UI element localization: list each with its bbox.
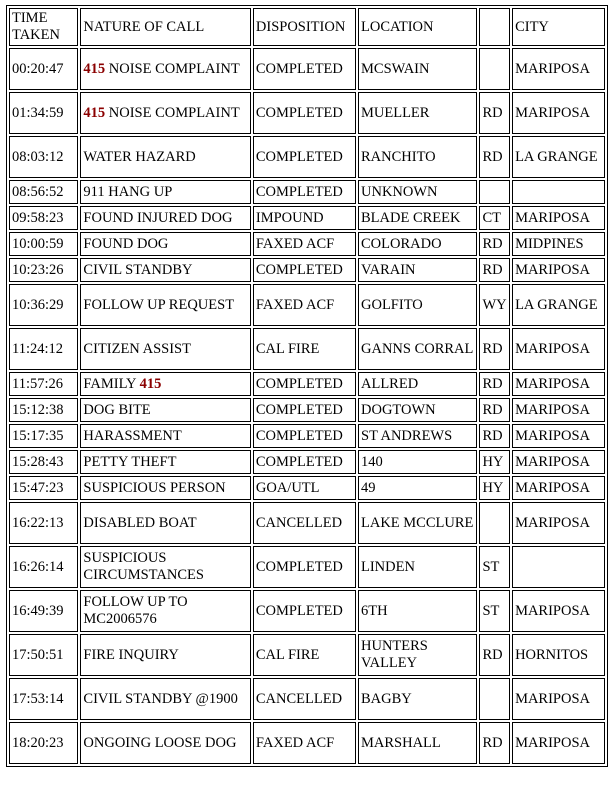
call-code: 415 [83, 60, 106, 77]
cell-city: MARIPOSA [512, 450, 605, 474]
header-disposition: DISPOSITION [253, 8, 356, 46]
cell-street-type: RD [479, 372, 510, 396]
cell-time: 08:03:12 [9, 136, 78, 178]
cell-nature [80, 92, 250, 134]
cell-city: MARIPOSA [512, 328, 605, 370]
cell-street-type: HY [479, 450, 510, 474]
nature-text: DOG BITE [83, 401, 151, 418]
cell-street-type: ST [479, 590, 510, 632]
cell-time: 15:17:35 [9, 424, 78, 448]
cell-disposition: COMPLETED [253, 450, 356, 474]
cell-city: MARIPOSA [512, 398, 605, 422]
nature-text: FOUND INJURED DOG [83, 209, 233, 226]
cell-time: 00:20:47 [9, 48, 78, 90]
cell-location: UNKNOWN [358, 180, 477, 204]
cell-location: LINDEN [358, 546, 477, 588]
cell-street-type: CT [479, 206, 510, 230]
cell-location: COLORADO [358, 232, 477, 256]
nature-text: CIVIL STANDBY @1900 [83, 690, 238, 707]
cell-disposition: COMPLETED [253, 92, 356, 134]
cell-street-type: HY [479, 476, 510, 500]
cell-location: 140 [358, 450, 477, 474]
cell-disposition: COMPLETED [253, 546, 356, 588]
nature-text: FOLLOW UP TO MC2006576 [83, 594, 188, 627]
cell-disposition: COMPLETED [253, 136, 356, 178]
cell-city: LA GRANGE [512, 136, 605, 178]
cell-city: MARIPOSA [512, 590, 605, 632]
call-code: 415 [83, 104, 106, 121]
cell-location: 49 [358, 476, 477, 500]
cell-time: 18:20:23 [9, 722, 78, 764]
table-row [9, 372, 605, 396]
cell-disposition: FAXED ACF [253, 232, 356, 256]
cell-city: MARIPOSA [512, 258, 605, 282]
call-log [6, 5, 608, 767]
cell-disposition: COMPLETED [253, 590, 356, 632]
cell-street-type [479, 502, 510, 544]
nature-text: HARASSMENT [83, 427, 182, 444]
cell-street-type: RD [479, 424, 510, 448]
cell-street-type: RD [479, 258, 510, 282]
cell-time: 17:53:14 [9, 678, 78, 720]
cell-time: 10:23:26 [9, 258, 78, 282]
cell-nature [80, 398, 250, 422]
cell-time: 10:36:29 [9, 284, 78, 326]
nature-text: NOISE COMPLAINT [105, 104, 240, 121]
header-location: LOCATION [358, 8, 477, 46]
cell-disposition: COMPLETED [253, 180, 356, 204]
header-nature: NATURE OF CALL [80, 8, 250, 46]
cell-city: MIDPINES [512, 232, 605, 256]
cell-nature [80, 328, 250, 370]
cell-time: 01:34:59 [9, 92, 78, 134]
cell-street-type: RD [479, 634, 510, 676]
cell-location: MUELLER [358, 92, 477, 134]
cell-time: 08:56:52 [9, 180, 78, 204]
header-time: TIME TAKEN [9, 8, 78, 46]
cell-city [512, 180, 605, 204]
nature-text: ONGOING LOOSE DOG [83, 734, 237, 751]
cell-street-type: ST [479, 546, 510, 588]
cell-time: 16:49:39 [9, 590, 78, 632]
nature-text: WATER HAZARD [83, 148, 196, 165]
cell-street-type: RD [479, 398, 510, 422]
cell-city: MARIPOSA [512, 48, 605, 90]
table-row [9, 180, 605, 204]
cell-street-type: RD [479, 92, 510, 134]
header-row [9, 8, 605, 46]
cell-street-type: RD [479, 328, 510, 370]
table-row [9, 722, 605, 764]
cell-nature [80, 136, 250, 178]
cell-time: 15:12:38 [9, 398, 78, 422]
cell-nature [80, 678, 250, 720]
cell-nature [80, 284, 250, 326]
cell-disposition: FAXED ACF [253, 722, 356, 764]
table-row [9, 450, 605, 474]
nature-text: SUSPICIOUS CIRCUMSTANCES [83, 550, 204, 583]
cell-time: 17:50:51 [9, 634, 78, 676]
table-row [9, 136, 605, 178]
cell-disposition: COMPLETED [253, 398, 356, 422]
cell-nature [80, 502, 250, 544]
table-row [9, 502, 605, 544]
cell-city: MARIPOSA [512, 678, 605, 720]
cell-disposition: COMPLETED [253, 424, 356, 448]
table-row [9, 678, 605, 720]
cell-street-type [479, 180, 510, 204]
nature-text: CITIZEN ASSIST [83, 340, 191, 357]
nature-text: CIVIL STANDBY [83, 261, 193, 278]
header-city: CITY [512, 8, 605, 46]
cell-nature [80, 206, 250, 230]
cell-disposition: COMPLETED [253, 48, 356, 90]
cell-location: ALLRED [358, 372, 477, 396]
cell-city: MARIPOSA [512, 372, 605, 396]
cell-nature [80, 450, 250, 474]
cell-time: 16:26:14 [9, 546, 78, 588]
cell-time: 16:22:13 [9, 502, 78, 544]
header-street-type [479, 8, 510, 46]
nature-text: DISABLED BOAT [83, 514, 197, 531]
table-row [9, 590, 605, 632]
cell-city: MARIPOSA [512, 206, 605, 230]
table-row [9, 476, 605, 500]
cell-nature [80, 546, 250, 588]
table-row [9, 48, 605, 90]
cell-nature [80, 722, 250, 764]
cell-location: BAGBY [358, 678, 477, 720]
table-row [9, 546, 605, 588]
cell-location: LAKE MCCLURE [358, 502, 477, 544]
table-row [9, 424, 605, 448]
cell-city: MARIPOSA [512, 476, 605, 500]
table-row [9, 634, 605, 676]
cell-street-type: RD [479, 232, 510, 256]
cell-street-type: RD [479, 136, 510, 178]
cell-time: 10:00:59 [9, 232, 78, 256]
cell-time: 09:58:23 [9, 206, 78, 230]
cell-location: RANCHITO [358, 136, 477, 178]
cell-nature [80, 590, 250, 632]
call-log-table [6, 5, 608, 767]
cell-location: BLADE CREEK [358, 206, 477, 230]
cell-nature [80, 634, 250, 676]
cell-nature [80, 48, 250, 90]
cell-location: GANNS CORRAL [358, 328, 477, 370]
cell-nature [80, 372, 250, 396]
cell-time: 15:28:43 [9, 450, 78, 474]
cell-location: HUNTERS VALLEY [358, 634, 477, 676]
cell-nature [80, 232, 250, 256]
cell-time: 11:57:26 [9, 372, 78, 396]
cell-nature [80, 258, 250, 282]
cell-street-type: WY [479, 284, 510, 326]
cell-nature [80, 476, 250, 500]
cell-location: 6TH [358, 590, 477, 632]
cell-city [512, 546, 605, 588]
cell-disposition: COMPLETED [253, 372, 356, 396]
cell-street-type [479, 48, 510, 90]
nature-text: NOISE COMPLAINT [105, 60, 240, 77]
nature-text: FAMILY [83, 375, 140, 392]
cell-disposition: GOA/UTL [253, 476, 356, 500]
cell-location: DOGTOWN [358, 398, 477, 422]
cell-location: VARAIN [358, 258, 477, 282]
nature-text: FOLLOW UP REQUEST [83, 296, 235, 313]
cell-location: ST ANDREWS [358, 424, 477, 448]
cell-nature [80, 424, 250, 448]
cell-city: MARIPOSA [512, 502, 605, 544]
cell-city: LA GRANGE [512, 284, 605, 326]
table-row [9, 92, 605, 134]
cell-nature [80, 180, 250, 204]
cell-street-type [479, 678, 510, 720]
cell-time: 11:24:12 [9, 328, 78, 370]
cell-time: 15:47:23 [9, 476, 78, 500]
nature-text: SUSPICIOUS PERSON [83, 479, 226, 496]
cell-location: GOLFITO [358, 284, 477, 326]
table-row [9, 284, 605, 326]
table-row [9, 398, 605, 422]
table-row [9, 328, 605, 370]
cell-city: HORNITOS [512, 634, 605, 676]
nature-text: FOUND DOG [83, 235, 169, 252]
table-row [9, 206, 605, 230]
nature-text: 911 HANG UP [83, 183, 173, 200]
table-row [9, 232, 605, 256]
cell-city: MARIPOSA [512, 722, 605, 764]
cell-city: MARIPOSA [512, 92, 605, 134]
cell-location: MARSHALL [358, 722, 477, 764]
cell-location: MCSWAIN [358, 48, 477, 90]
cell-disposition: CANCELLED [253, 502, 356, 544]
cell-street-type: RD [479, 722, 510, 764]
call-code: 415 [139, 375, 162, 392]
cell-city: MARIPOSA [512, 424, 605, 448]
cell-disposition: CANCELLED [253, 678, 356, 720]
cell-disposition: IMPOUND [253, 206, 356, 230]
nature-text: FIRE INQUIRY [83, 646, 179, 663]
table-row [9, 258, 605, 282]
cell-disposition: CAL FIRE [253, 634, 356, 676]
cell-disposition: COMPLETED [253, 258, 356, 282]
cell-disposition: CAL FIRE [253, 328, 356, 370]
nature-text: PETTY THEFT [83, 453, 177, 470]
cell-disposition: FAXED ACF [253, 284, 356, 326]
